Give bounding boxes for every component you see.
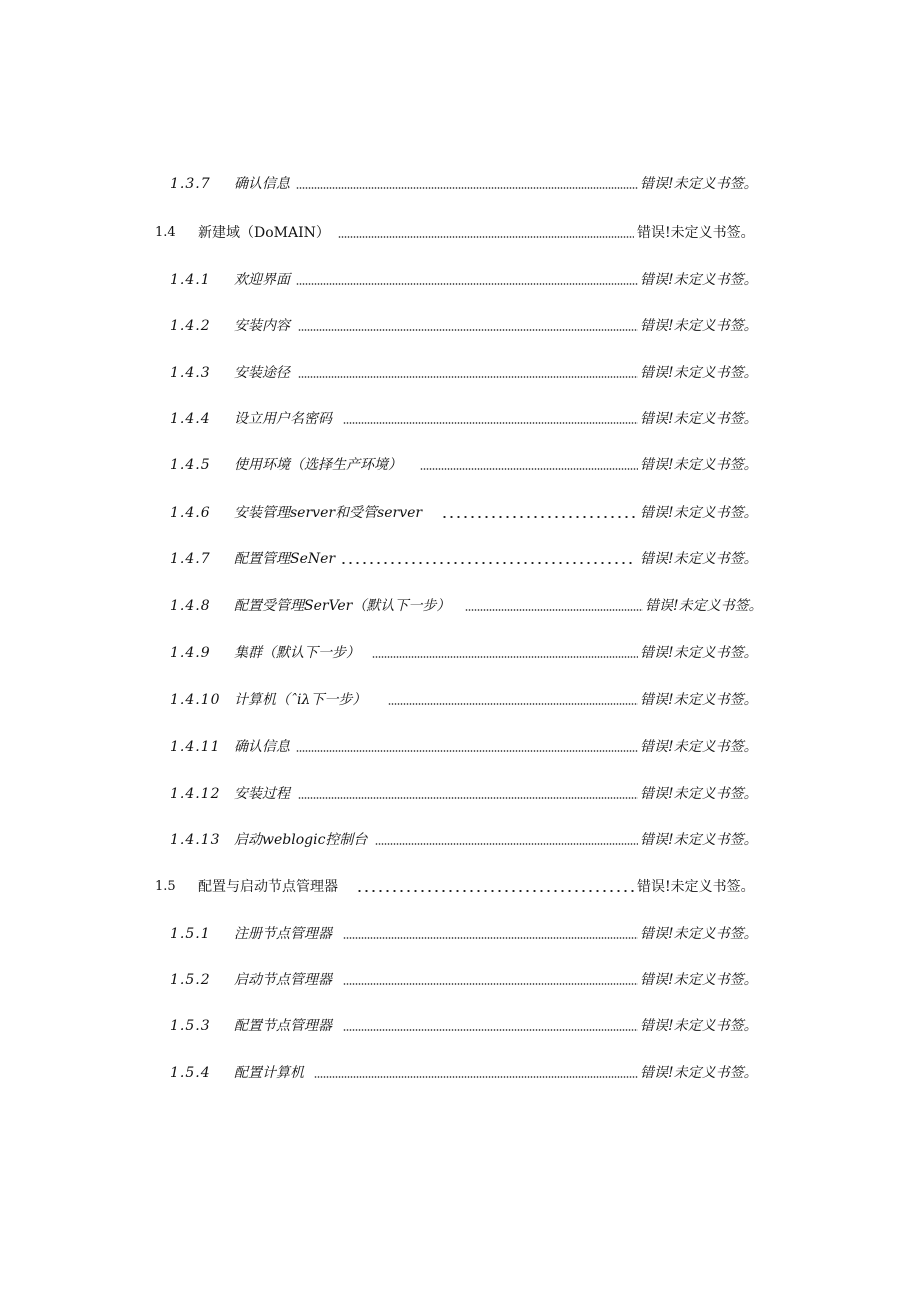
toc-number: 1.4.7 (170, 551, 211, 567)
toc-number: 1.4.1 (170, 272, 211, 288)
toc-dot-leader (298, 797, 638, 799)
toc-title: 设立用户名密码 (234, 411, 332, 427)
toc-dot-leader (388, 703, 638, 705)
toc-dot-leader (343, 937, 638, 939)
toc-title: 配置计算机 (234, 1065, 304, 1081)
toc-dot-leader (298, 376, 638, 378)
toc-number: 1.4.4 (170, 411, 211, 427)
toc-number: 1.5.1 (170, 926, 211, 942)
toc-dot-leader (356, 890, 634, 892)
toc-title: 配置管理SeNer (234, 551, 336, 567)
toc-dot-leader (296, 283, 638, 285)
toc-page-ref: 错误!未定义书签。 (640, 505, 758, 521)
toc-title: 安装内容 (234, 318, 290, 334)
toc-title: 集群（默认下一步） (234, 645, 360, 661)
toc-dot-leader (296, 187, 638, 189)
toc-number: 1.4.6 (170, 505, 211, 521)
toc-page-ref: 错误!未定义书签。 (640, 786, 758, 802)
toc-number: 1.4.2 (170, 318, 211, 334)
toc-page-ref: 错误!未定义书签。 (637, 879, 755, 895)
toc-title: 确认信息 (234, 739, 290, 755)
toc-dot-leader (441, 516, 636, 518)
toc-number: 1.4.11 (170, 739, 221, 755)
toc-dot-leader (298, 329, 638, 331)
toc-dot-leader (343, 1029, 638, 1031)
toc-number: 1.5.2 (170, 972, 211, 988)
toc-title: 启动节点管理器 (234, 972, 332, 988)
toc-number: 1.4.13 (170, 832, 221, 848)
toc-dot-leader (372, 656, 638, 658)
toc-page-ref: 错误!未定义书签。 (640, 411, 758, 427)
toc-number: 1.5.4 (170, 1065, 211, 1081)
toc-dot-leader (343, 422, 638, 424)
toc-number: 1.5 (155, 879, 176, 894)
toc-page-ref: 错误!未定义书签。 (645, 598, 763, 614)
toc-number: 1.4.5 (170, 457, 211, 473)
toc-dot-leader (340, 562, 636, 564)
toc-page-ref: 错误!未定义书签。 (640, 739, 758, 755)
toc-title: 配置与启动节点管理器 (198, 879, 338, 895)
toc-title: 安装途径 (234, 365, 290, 381)
toc-page-ref: 错误!未定义书签。 (640, 972, 758, 988)
toc-title: 确认信息 (234, 176, 290, 192)
toc-page-ref: 错误!未定义书签。 (640, 318, 758, 334)
toc-dot-leader (465, 609, 643, 611)
toc-title: 新建域（DoMAIN） (198, 225, 330, 241)
toc-title: 配置受管理SerVer（默认下一步） (234, 598, 451, 614)
toc-page-ref: 错误!未定义书签。 (640, 272, 758, 288)
toc-number: 1.5.3 (170, 1018, 211, 1034)
toc-number: 1.4.10 (170, 692, 221, 708)
toc-title: 使用环境（选择生产环境） (234, 457, 402, 473)
toc-number: 1.3.7 (170, 176, 211, 192)
toc-dot-leader (296, 750, 638, 752)
toc-page-ref: 错误!未定义书签。 (640, 176, 758, 192)
toc-page-ref: 错误!未定义书签。 (637, 225, 755, 241)
toc-number: 1.4.12 (170, 786, 221, 802)
toc-title: 安装管理server和受管server (234, 505, 423, 521)
toc-title: 计算机（ˆiλ下一步） (234, 692, 367, 708)
toc-number: 1.4.9 (170, 645, 211, 661)
toc-title: 启动weblogic控制台 (234, 832, 368, 848)
toc-page-ref: 错误!未定义书签。 (640, 645, 758, 661)
toc-page-ref: 错误!未定义书签。 (640, 551, 758, 567)
toc-page-ref: 错误!未定义书签。 (640, 832, 758, 848)
toc-dot-leader (375, 843, 638, 845)
toc-page-ref: 错误!未定义书签。 (640, 365, 758, 381)
toc-page-ref: 错误!未定义书签。 (640, 692, 758, 708)
toc-dot-leader (420, 468, 638, 470)
toc-title: 欢迎界面 (234, 272, 290, 288)
toc-title: 配置节点管理器 (234, 1018, 332, 1034)
toc-page-ref: 错误!未定义书签。 (640, 926, 758, 942)
toc-title: 安装过程 (234, 786, 290, 802)
toc-dot-leader (338, 236, 634, 238)
toc-dot-leader (343, 983, 638, 985)
toc-page-ref: 错误!未定义书签。 (640, 457, 758, 473)
toc-dot-leader (314, 1076, 638, 1078)
toc-page-ref: 错误!未定义书签。 (640, 1018, 758, 1034)
toc-number: 1.4.8 (170, 598, 211, 614)
toc-number: 1.4 (155, 225, 176, 240)
toc-page-ref: 错误!未定义书签。 (640, 1065, 758, 1081)
toc-number: 1.4.3 (170, 365, 211, 381)
toc-title: 注册节点管理器 (234, 926, 332, 942)
